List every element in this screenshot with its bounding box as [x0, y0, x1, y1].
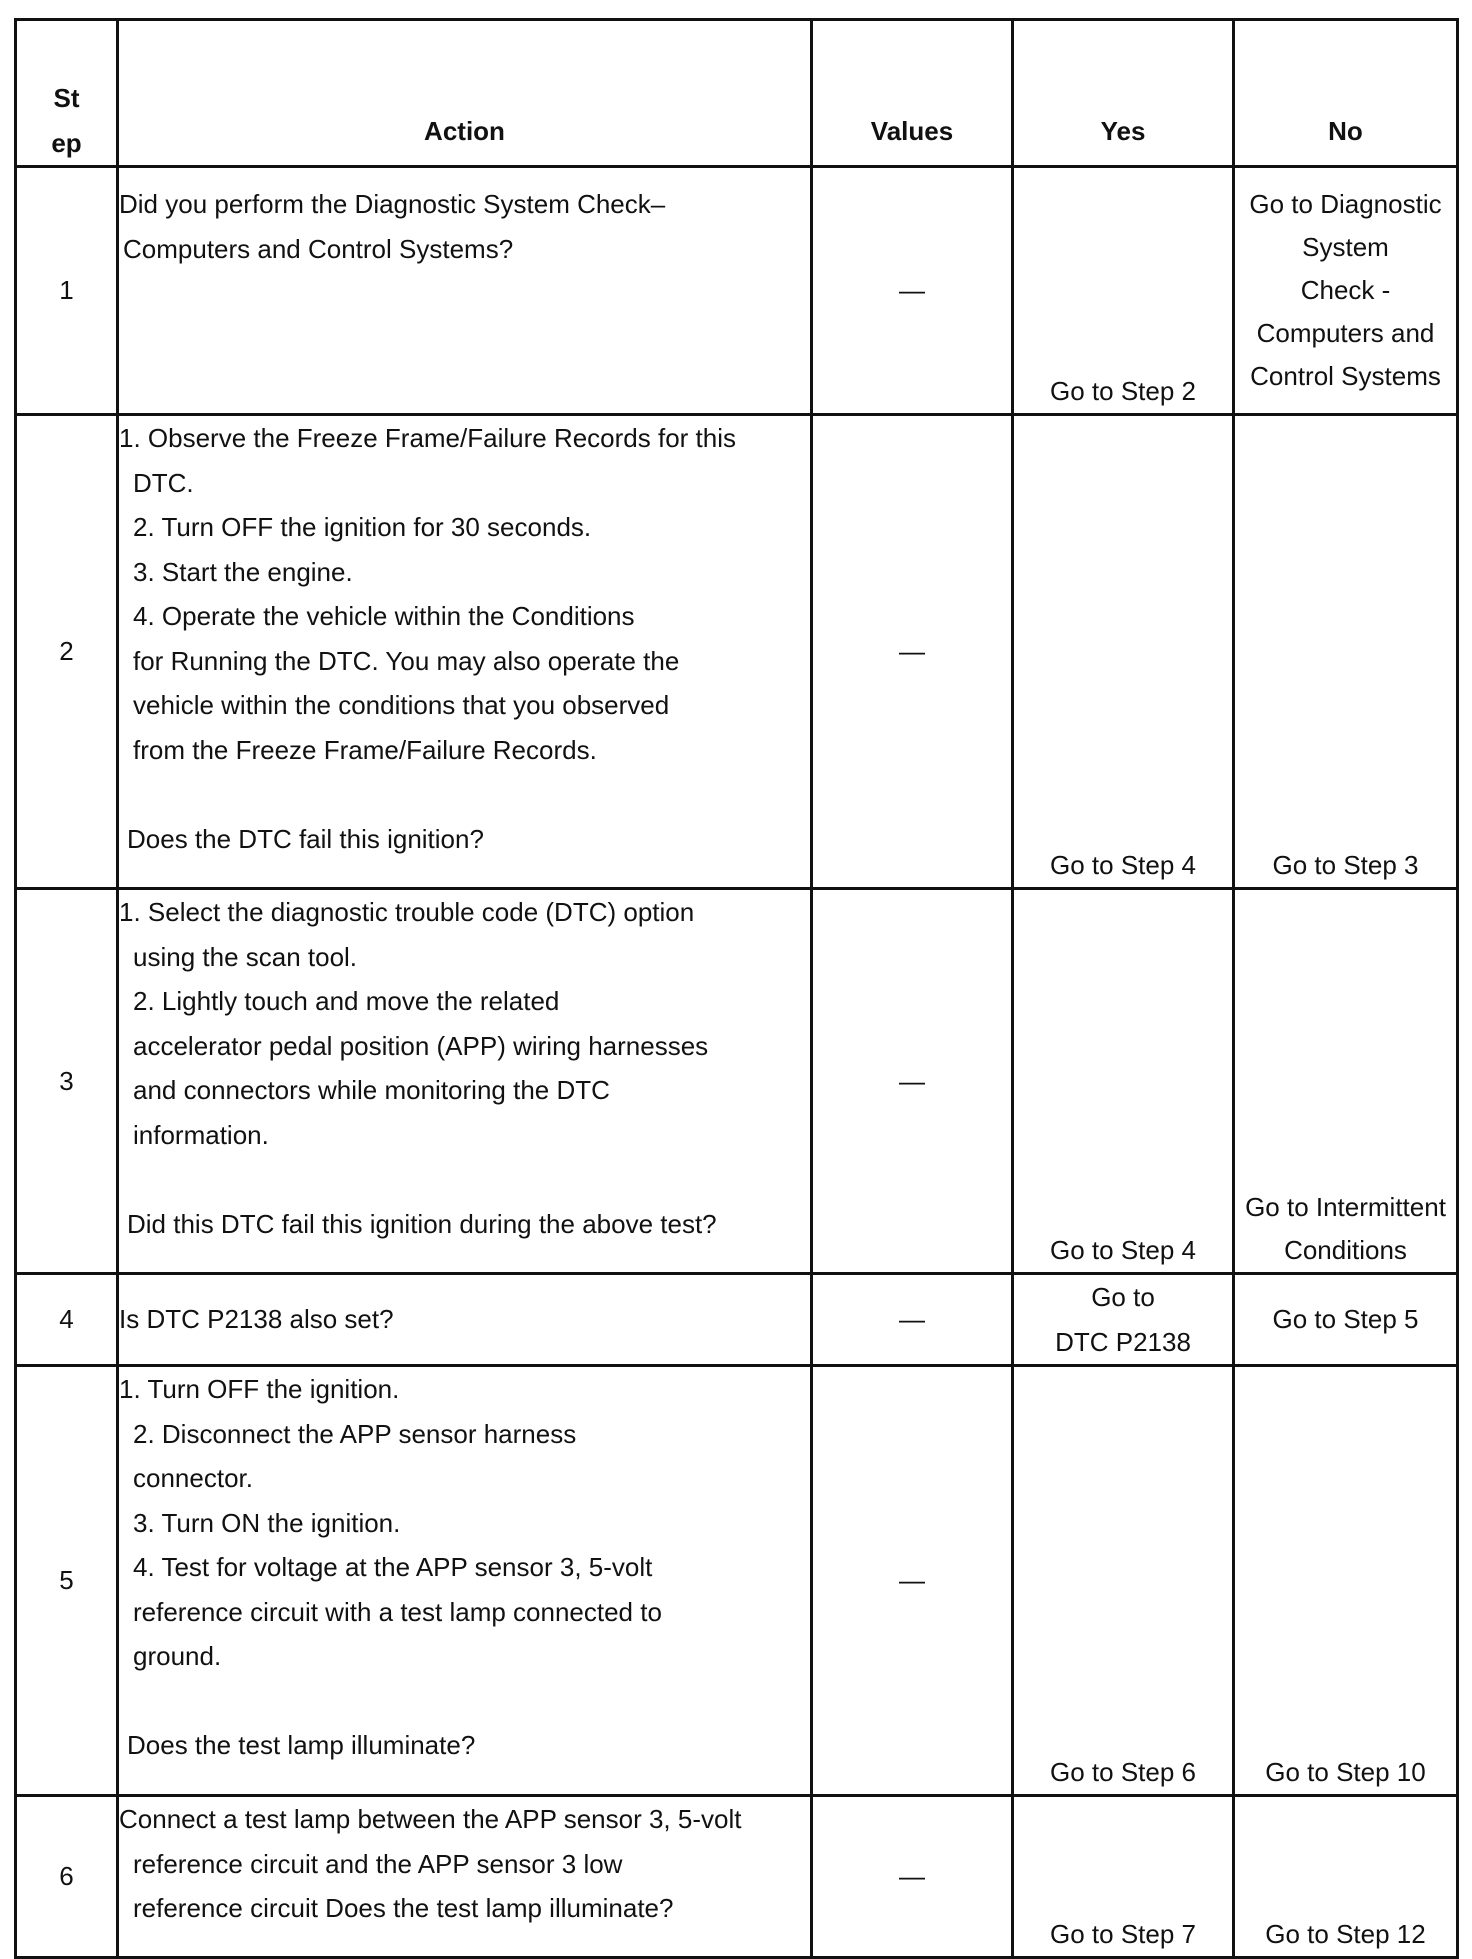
- action-line: Is DTC P2138 also set?: [119, 1304, 394, 1335]
- action-line: 1. Turn OFF the ignition.: [119, 1374, 400, 1404]
- table-row: [16, 1366, 1458, 1796]
- values-cell: —: [812, 1796, 1013, 1958]
- action-cell: [118, 1274, 812, 1366]
- action-line: from the Freeze Frame/Failure Records.: [133, 734, 597, 765]
- action-line: 2. Disconnect the APP sensor harness: [133, 1418, 577, 1449]
- no-line: Go to Diagnostic: [1249, 189, 1442, 219]
- action-line: reference circuit Does the test lamp illuminate?: [133, 1893, 674, 1923]
- action-line: Connect a test lamp between the APP sensor 3, 5-volt: [119, 1804, 742, 1834]
- yes-cell: Go to Step 6: [1013, 1366, 1234, 1796]
- action-cell: [118, 1366, 812, 1796]
- table-row: [16, 167, 1458, 415]
- no-line: Control Systems: [1250, 361, 1441, 391]
- header-values: Values: [812, 20, 1013, 167]
- table-row: [16, 1274, 1458, 1366]
- yes-cell: [1013, 1274, 1234, 1366]
- action-line: connector.: [133, 1463, 253, 1493]
- table-row: [16, 415, 1458, 889]
- yes-cell: Go to Step 7: [1013, 1796, 1234, 1958]
- yes-cell: Go to Step 2: [1013, 167, 1234, 415]
- action-question: Does the DTC fail this ignition?: [127, 823, 484, 854]
- action-line: 1. Observe the Freeze Frame/Failure Records for this: [119, 423, 737, 453]
- yes-line: Go to: [1091, 1282, 1155, 1312]
- header-action: Action: [118, 20, 812, 167]
- step-number: 4: [16, 1274, 118, 1366]
- yes-line: DTC P2138: [1055, 1326, 1191, 1357]
- step-number: 6: [16, 1796, 118, 1958]
- action-line: Computers and Control Systems?: [123, 233, 514, 264]
- no-line: Computers and: [1256, 318, 1435, 348]
- action-cell: [118, 889, 812, 1274]
- no-line: Go to Intermittent: [1245, 1192, 1446, 1222]
- action-line: 3. Turn ON the ignition.: [133, 1507, 401, 1538]
- action-line: accelerator pedal position (APP) wiring harnesses: [133, 1030, 709, 1061]
- action-cell: [118, 167, 812, 415]
- no-cell: Go to Step 10: [1234, 1366, 1458, 1796]
- values-cell: —: [812, 415, 1013, 889]
- action-line: ground.: [133, 1641, 222, 1671]
- action-line: for Running the DTC. You may also operate the: [133, 645, 680, 676]
- header-step: St ep: [16, 20, 118, 167]
- header-row: [16, 20, 1458, 167]
- step-number: 5: [16, 1366, 118, 1796]
- action-line: information.: [133, 1119, 269, 1150]
- no-cell: [1234, 889, 1458, 1274]
- action-line: reference circuit with a test lamp connected to: [133, 1596, 662, 1627]
- diagnostic-table: [14, 18, 1459, 1959]
- action-line: using the scan tool.: [133, 941, 358, 972]
- no-line: System: [1302, 232, 1389, 262]
- table-row: [16, 889, 1458, 1274]
- no-line: Check -: [1300, 275, 1391, 305]
- table-row: [16, 1796, 1458, 1958]
- no-cell: [1234, 167, 1458, 415]
- yes-cell: Go to Step 4: [1013, 889, 1234, 1274]
- action-line: 4. Test for voltage at the APP sensor 3, 5-volt: [133, 1552, 653, 1582]
- no-cell: Go to Step 3: [1234, 415, 1458, 889]
- action-question: Did this DTC fail this ignition during the above test?: [127, 1208, 717, 1239]
- action-cell: [118, 415, 812, 889]
- values-cell: —: [812, 1274, 1013, 1366]
- step-number: 1: [16, 167, 118, 415]
- values-cell: —: [812, 1366, 1013, 1796]
- action-line: Did you perform the Diagnostic System Check–: [119, 189, 666, 219]
- header-yes: Yes: [1013, 20, 1234, 167]
- action-line: 1. Select the diagnostic trouble code (DTC) option: [119, 897, 695, 927]
- action-line: and connectors while monitoring the DTC: [133, 1075, 610, 1105]
- values-cell: —: [812, 167, 1013, 415]
- step-number: 2: [16, 415, 118, 889]
- no-line: Conditions: [1284, 1235, 1407, 1265]
- action-question: Does the test lamp illuminate?: [127, 1730, 476, 1760]
- action-line: 2. Turn OFF the ignition for 30 seconds.: [133, 512, 592, 542]
- step-number: 3: [16, 889, 118, 1274]
- yes-cell: Go to Step 4: [1013, 415, 1234, 889]
- no-cell: Go to Step 5: [1234, 1274, 1458, 1366]
- action-line: 4. Operate the vehicle within the Conditions: [133, 601, 635, 631]
- action-line: 3. Start the engine.: [133, 556, 353, 587]
- action-cell: [118, 1796, 812, 1958]
- action-line: vehicle within the conditions that you observed: [133, 690, 670, 720]
- values-cell: —: [812, 889, 1013, 1274]
- header-no: No: [1234, 20, 1458, 167]
- action-line: 2. Lightly touch and move the related: [133, 986, 560, 1016]
- action-line: DTC.: [133, 467, 194, 498]
- action-line: reference circuit and the APP sensor 3 low: [133, 1848, 623, 1879]
- no-cell: Go to Step 12: [1234, 1796, 1458, 1958]
